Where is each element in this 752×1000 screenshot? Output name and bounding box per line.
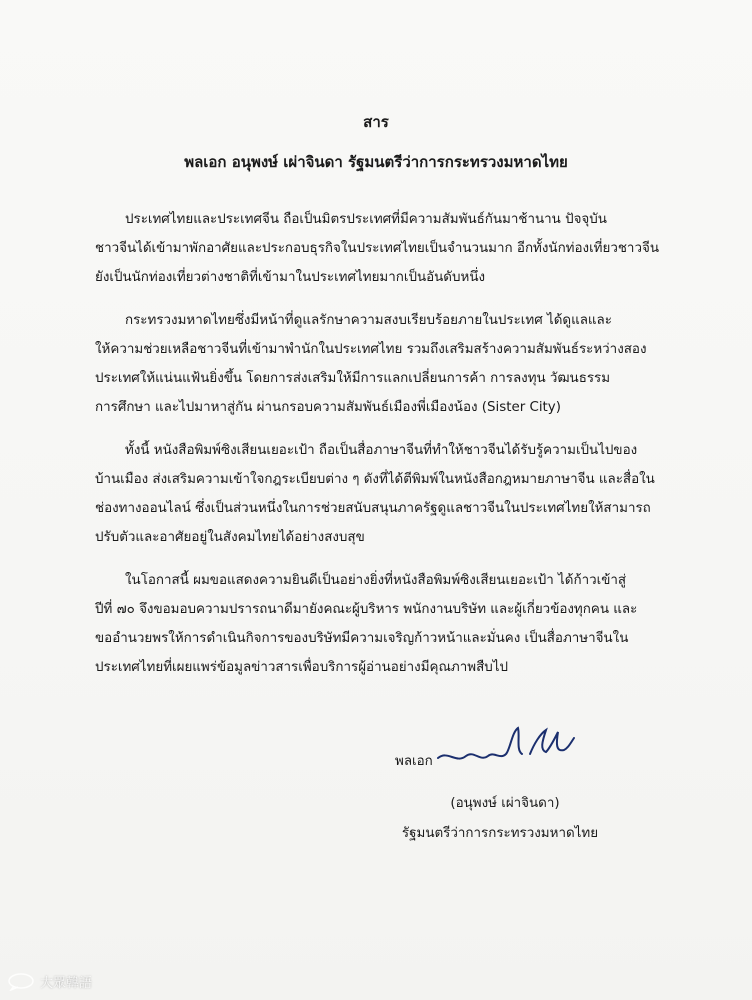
paragraph-line: ให้ความช่วยเหลือชาวจีนที่เข้ามาพำนักในประเทศไทย รวมถึงเสริมสร้างความสัมพันธ์ระหว่างสอง: [95, 342, 647, 357]
paragraph-line: ประเทศไทยที่เผยแพร่ข้อมูลข่าวสารเพื่อบริการผู้อ่านอย่างมีคุณภาพสืบไป: [95, 660, 508, 675]
paragraph-line: บ้านเมือง ส่งเสริมความเข้าใจกฎระเบียบต่าง ๆ ดังที่ได้ตีพิมพ์ในหนังสือกฎหมายภาษาจีน และสื่อใน: [95, 472, 655, 487]
paragraph-1: [95, 205, 670, 292]
paragraph-line: ปรับตัวและอาศัยอยู่ในสังคมไทยได้อย่างสงบสุข: [95, 530, 365, 545]
chat-bubble-icon: [6, 973, 36, 991]
paragraph-line: ยังเป็นนักท่องเที่ยวต่างชาติที่เข้ามาในประเทศไทยมากเป็นอันดับหนึ่ง: [95, 270, 486, 285]
paragraph-line: ชาวจีนได้เข้ามาพักอาศัยและประกอบธุรกิจในประเทศไทยเป็นจำนวนมาก อีกทั้งนักท่องเที่ยวชาวจีน: [95, 241, 659, 256]
paragraph-line: กระทรวงมหาดไทยซึ่งมีหน้าที่ดูแลรักษาความสงบเรียบร้อยภายในประเทศ ได้ดูแลและ: [125, 313, 612, 328]
paragraph-2: [95, 306, 670, 422]
paragraph-line: ในโอกาสนี้ ผมขอแสดงความยินดีเป็นอย่างยิ่งที่หนังสือพิมพ์ซิงเสียนเยอะเป้า ได้ก้าวเข้าสู่: [125, 573, 627, 588]
paragraph-line: ขออำนวยพรให้การดำเนินกิจการของบริษัทมีความเจริญก้าวหน้าและมั่นคง เป็นสื่อภาษาจีนใน: [95, 631, 629, 646]
paragraph-line: ปีที่ ๗๐ จึงขอมอบความปรารถนาดีมายังคณะผู้บริหาร พนักงานบริษัท และผู้เกี่ยวข้องทุกคน และ: [95, 602, 638, 617]
letter-subtitle: พลเอก อนุพงษ์ เผ่าจินดา รัฐมนตรีว่าการกระทรวงมหาดไทย: [184, 153, 568, 171]
watermark-text: 大眾韓語: [40, 976, 93, 991]
letter-body: [95, 205, 670, 696]
paragraph-line: ประเทศให้แน่นแฟ้นยิ่งขึ้น โดยการส่งเสริมให้มีการแลกเปลี่ยนการค้า การลงทุน วัฒนธรรม: [95, 371, 611, 386]
letter-title: สาร: [363, 113, 389, 131]
signatory-name: (อนุพงษ์ เผ่าจินดา): [450, 796, 560, 811]
signatory-position: รัฐมนตรีว่าการกระทรวงมหาดไทย: [401, 826, 599, 841]
paragraph-3: [95, 436, 670, 552]
paragraph-line: ประเทศไทยและประเทศจีน ถือเป็นมิตรประเทศที่มีความสัมพันธ์กันมาช้านาน ปัจจุบัน: [125, 212, 607, 227]
paragraph-line: การศึกษา และไปมาหาสู่กัน ผ่านกรอบความสัมพันธ์เมืองพี่เมืองน้อง (Sister City): [95, 400, 561, 415]
watermark: [6, 972, 92, 991]
paragraph-line: ช่องทางออนไลน์ ซึ่งเป็นส่วนหนึ่งในการช่วยสนับสนุนภาครัฐดูแลชาวจีนในประเทศไทยให้สามารถ: [95, 501, 651, 516]
signature-rank: พลเอก: [395, 754, 433, 769]
paragraph-line: ทั้งนี้ หนังสือพิมพ์ซิงเสียนเยอะเป้า ถือเป็นสื่อภาษาจีนที่ทำให้ชาวจีนได้รับรู้ความเป็นไปของ: [125, 443, 638, 458]
handwritten-signature: [430, 720, 580, 775]
paragraph-4: [95, 566, 670, 682]
